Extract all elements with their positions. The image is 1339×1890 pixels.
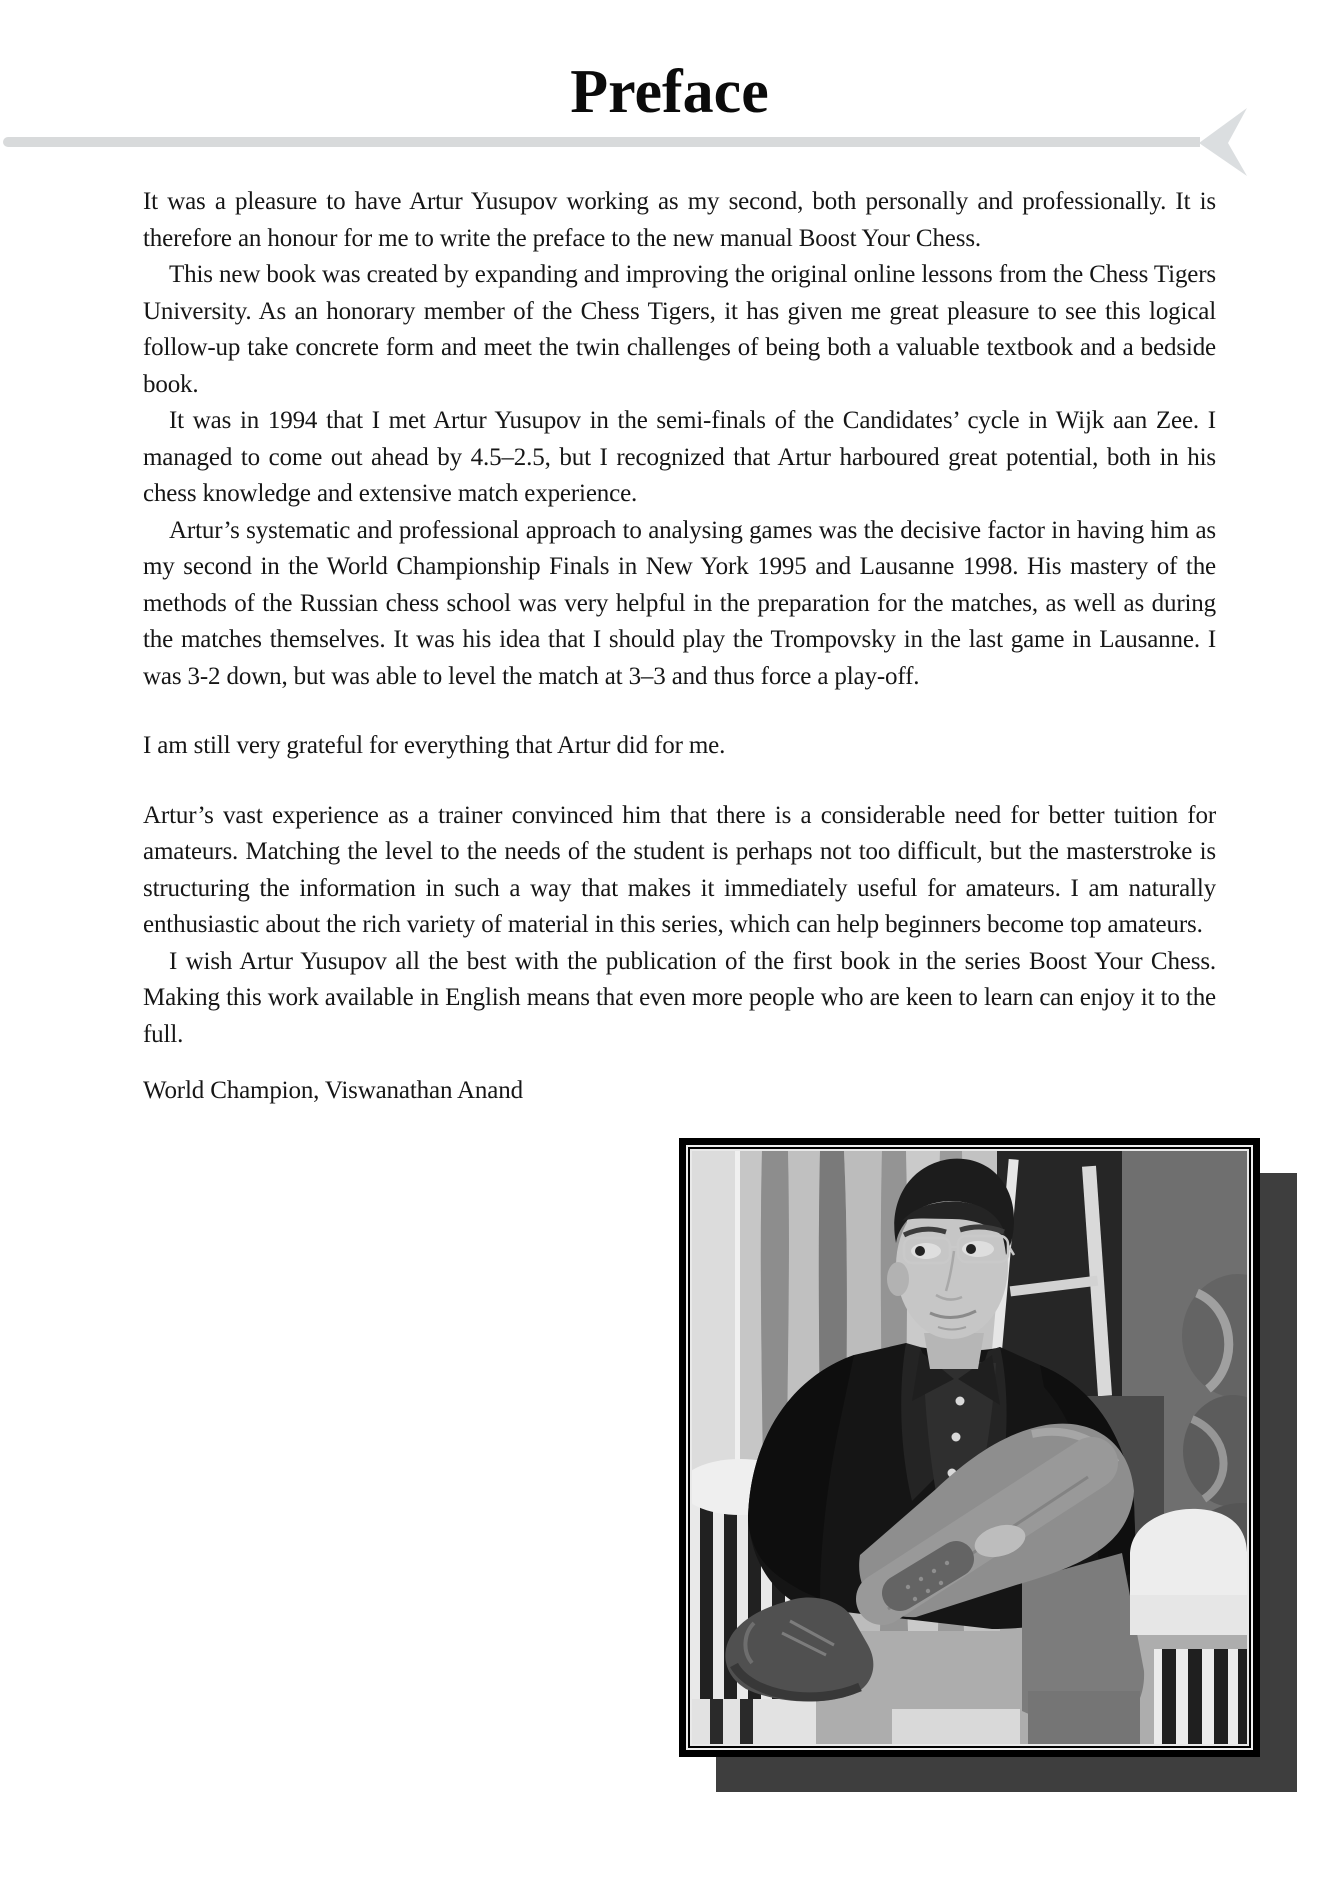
photo-illustration bbox=[692, 1151, 1247, 1744]
header-arrow-icon bbox=[1198, 106, 1250, 178]
header-rule bbox=[3, 137, 1200, 147]
preface-paragraph: This new book was created by expanding and improving the original online lessons from the Chess Tigers University. As an honorary member of the Chess Tigers, it has given me great pleasure to see this logical follow-up take concrete form and meet the twin challenges of being both a valuable textbook and a bedside book. bbox=[143, 261, 1216, 398]
preface-paragraph: Artur’s systematic and professional approach to analysing games was the decisive factor in having him as my second in the World Championship Finals in New York 1995 and Lausanne 1998. His mastery of the methods of the Russian chess school was very helpful in the preparation for the matches, as well as during the matches themselves. It was his idea that I should play the Trompovsky in the last game in Lausanne. I was 3-2 down, but was able to level the match at 3–3 and thus force a play-off. bbox=[143, 516, 1216, 690]
signature-line: World Champion, Viswanathan Anand bbox=[143, 1077, 523, 1104]
preface-text bbox=[143, 184, 1216, 1110]
photo-figure bbox=[679, 1138, 1260, 1757]
photo-frame-inner bbox=[690, 1149, 1249, 1746]
preface-paragraph: It was a pleasure to have Artur Yusupov working as my second, both personally and professionally. It is therefore an honour for me to write the preface to the new manual Boost Your Chess. bbox=[143, 188, 1216, 252]
preface-paragraph: I wish Artur Yusupov all the best with the publication of the first book in the series Boost Your Chess. Making this work available in English means that even more people who are keen to learn can enjoy it to the full. bbox=[143, 947, 1216, 1048]
photo-frame-pinstripe bbox=[686, 1145, 1253, 1750]
page-title: Preface bbox=[570, 58, 769, 126]
preface-paragraph: I am still very grateful for everything that Artur did for me. bbox=[143, 732, 726, 759]
preface-paragraph: It was in 1994 that I met Artur Yusupov in the semi-finals of the Candidates’ cycle in Wijk aan Zee. I managed to come out ahead by 4.5–2.5, but I recognized that Artur harboured great potential, both in his chess knowledge and extensive match experience. bbox=[143, 407, 1216, 507]
preface-paragraph: Artur’s vast experience as a trainer convinced him that there is a considerable need for better tuition for amateurs. Matching the level to the needs of the student is perhaps not too difficult, but the masterstroke is structuring the information in such a way that makes it immediately useful for amateurs. I am naturally enthusiastic about the rich variety of material in this series, which can help beginners become top amateurs. bbox=[143, 801, 1216, 938]
